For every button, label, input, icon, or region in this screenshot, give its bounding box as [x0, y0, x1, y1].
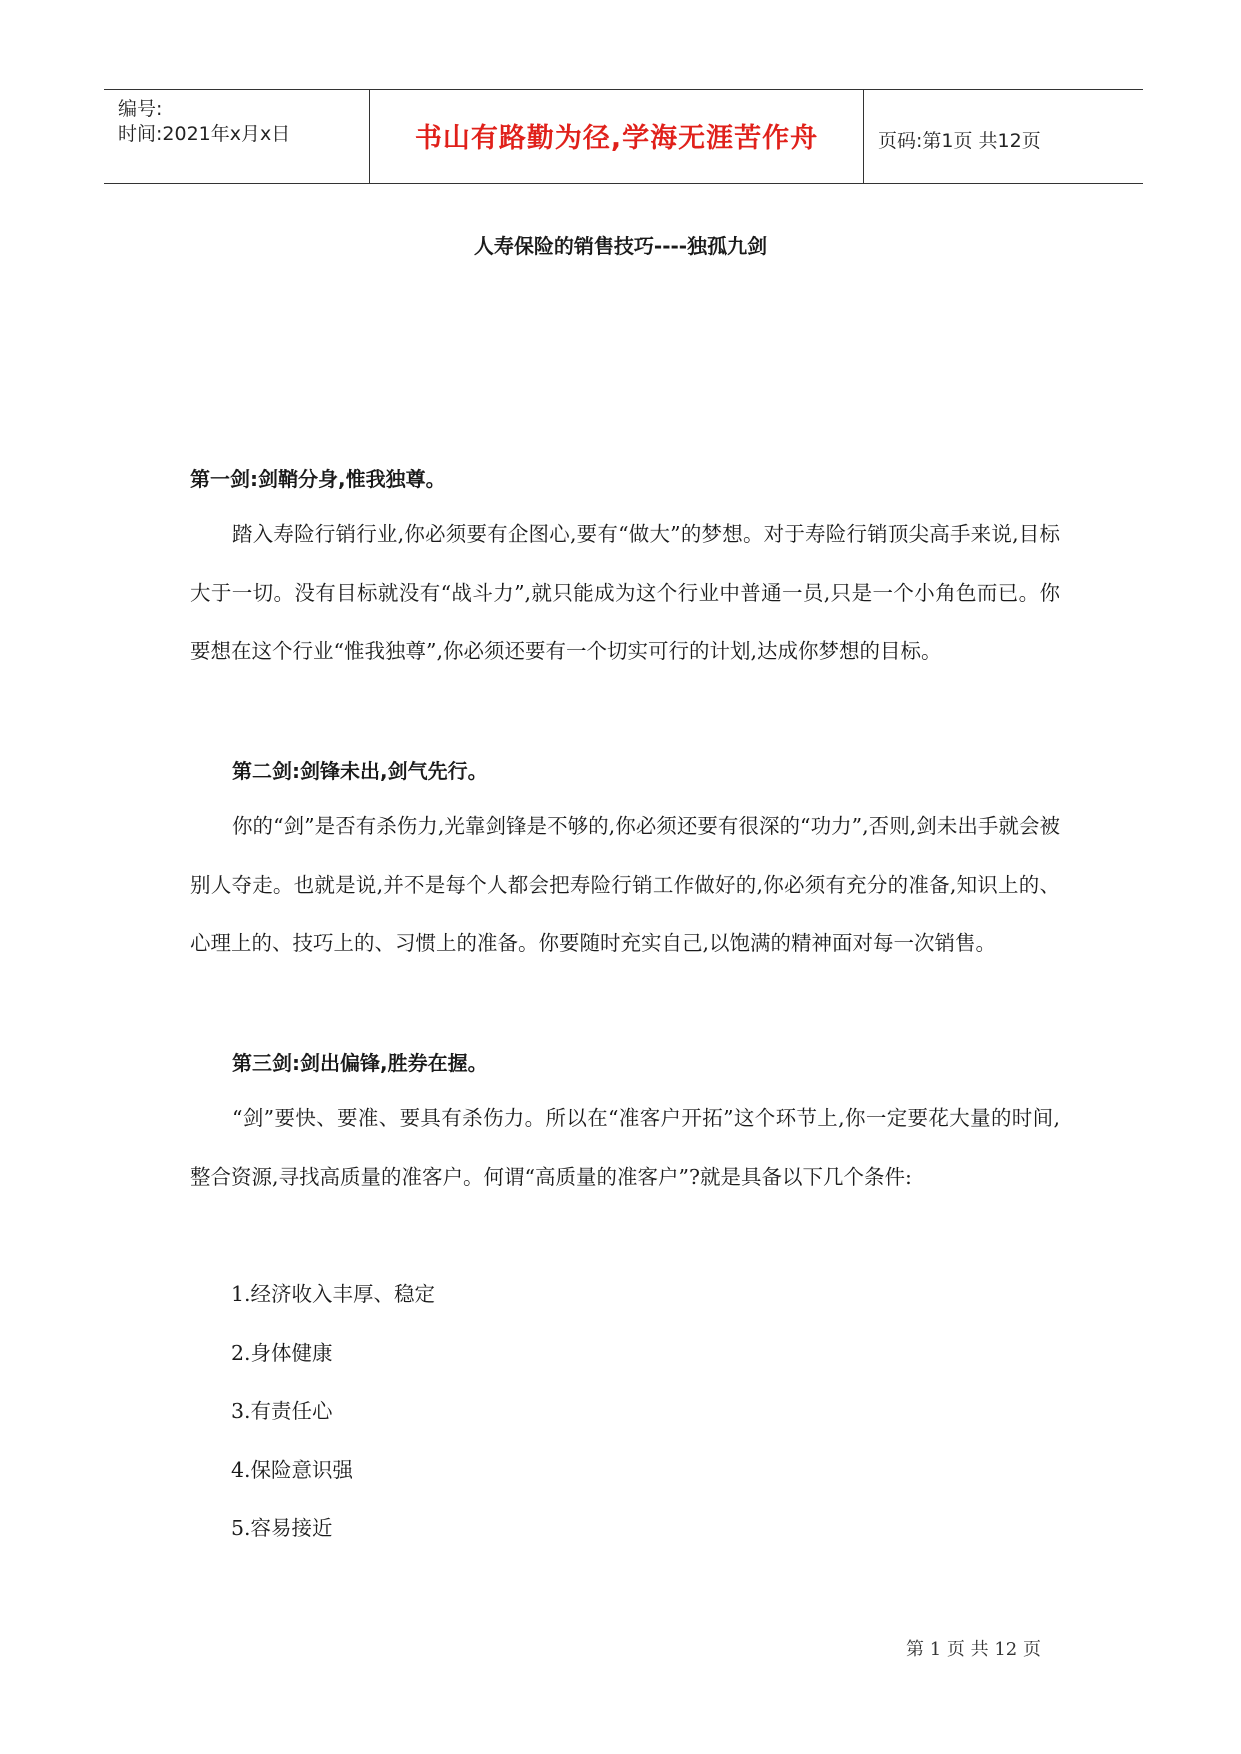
- document-title: 人寿保险的销售技巧----独孤九剑: [473, 234, 768, 258]
- page-footer: 第 1 页 共 12 页: [906, 1639, 1041, 1660]
- header-meta-cell: [104, 90, 370, 183]
- header-page-cell: [864, 90, 1143, 183]
- list-item: 5.容易接近: [231, 1516, 333, 1540]
- list-item: 1.经济收入丰厚、稳定: [231, 1282, 436, 1306]
- section-paragraph-2: 你的“剑”是否有杀伤力,光靠剑锋是不够的,你必须还要有很深的“功力”,否则,剑未出手就会被别人夺走。也就是说,并不是每个人都会把寿险行销工作做好的,你必须有充分的准备,知识上的、心理上的、技巧上的、习惯上的准备。你要随时充实自己,以饱满的精神面对每一次销售。: [190, 814, 1060, 955]
- list-item: 4.保险意识强: [231, 1458, 354, 1482]
- section-heading-1: 第一剑:剑鞘分身,惟我独尊。: [190, 467, 446, 491]
- motto-text: 书山有路勤为径,学海无涯苦作舟: [414, 123, 819, 154]
- section-heading-2: 第二剑:剑锋未出,剑气先行。: [232, 759, 488, 783]
- list-item: 3.有责任心: [231, 1399, 333, 1423]
- header-page-info: 页码:第1页 共12页: [878, 130, 1041, 152]
- number-label: 编号:: [118, 98, 163, 120]
- list-item: 2.身体健康: [231, 1341, 333, 1365]
- header-motto-cell: [370, 90, 864, 183]
- section-paragraph-3: “剑”要快、要准、要具有杀伤力。所以在“准客户开拓”这个环节上,你一定要花大量的时间,整合资源,寻找高质量的准客户。何谓“高质量的准客户”?就是具备以下几个条件:: [190, 1106, 1060, 1189]
- section-paragraph-1: 踏入寿险行销行业,你必须要有企图心,要有“做大”的梦想。对于寿险行销顶尖高手来说,目标大于一切。没有目标就没有“战斗力”,就只能成为这个行业中普通一员,只是一个小角色而已。你要想在这个行业“惟我独尊”,你必须还要有一个切实可行的计划,达成你梦想的目标。: [190, 522, 1060, 663]
- time-label: 时间:2021年x月x日: [118, 123, 291, 145]
- section-heading-3: 第三剑:剑出偏锋,胜券在握。: [232, 1051, 488, 1075]
- document-header: [104, 89, 1143, 184]
